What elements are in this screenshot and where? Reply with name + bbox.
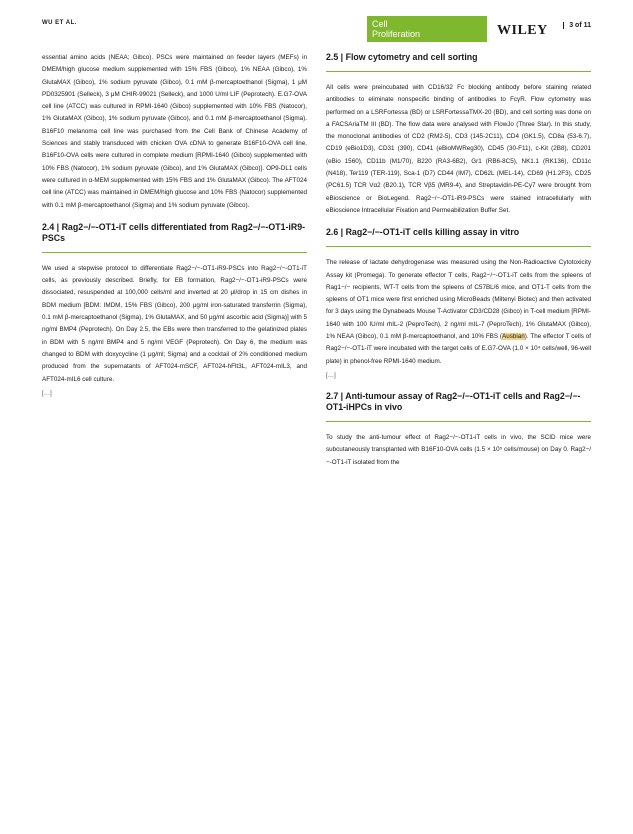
methods-paragraph: To study the anti-tumour effect of Rag2−/−-OT1-iT cells in vivo, the SCID mice were subcutaneously transplanted with B16F10-OVA cells (1.5 × 10⁵ cells/mouse) on Day 0. Rag2−/−-OT1-iT isolated from the: [326, 433, 591, 466]
right-column: [326, 52, 591, 479]
page-number: 3 of 11: [563, 22, 591, 29]
omission-marker: […]: [326, 371, 336, 379]
section-heading-2-5: 2.5 | Flow cytometry and cell sorting: [326, 52, 591, 72]
methods-paragraph: [42, 52, 307, 212]
text-run: The release of lactate dehydrogenase was measured using the Non-Radioactive Cytotoxicity Assay kit (Promega). To generate effector T cells, Rag2−/−-OT1-iT cells from the spleens of Rag1−/− recipients, WT-T cells from the spleens of C57BL/6 mice, and OT1-T cells from the spleens of OT1 mice were first enriched using MicroBeads (Miltenyi Biotec) and then activated for 3 days using the Dynabeads Mouse T-Activator CD3/CD28 (Gibco) in T-cell medium [RPMI-1640 with 100 IU/ml rhIL-2 (PeproTech), 2 ng/ml mIL-7 (PeproTech), 1% GlutaMAX (Gibco), 1% NEAA (Gibco), 0.1 mM β-mercaptoethanol, and 10% FBS (: [326, 259, 591, 341]
journal-name-line2: Proliferation: [372, 29, 421, 39]
omission-marker: […]: [42, 389, 52, 397]
publisher-logo: WILEY: [497, 23, 548, 38]
highlighted-term: Ausbian: [502, 333, 525, 341]
section-heading-2-4: 2.4 | Rag2−/−-OT1-iT cells differentiated from Rag2−/−-OT1-iR9-PSCs: [42, 222, 307, 253]
journal-logo: [367, 16, 487, 42]
page-header: [42, 16, 591, 48]
methods-paragraph: [326, 257, 591, 368]
left-column: [42, 52, 307, 409]
text-run: B16F10-OVA cells were cultured in complete medium [RPMI-1640 (Gibco) supplemented with 10% FBS (Natocor), 1% sodium pyruvate (Gibco), and 1% GlutaMAX (Gibco)]. OP9-DL1 cells were cultured in α-MEM supplemented with 15% FBS and 1% GlutaMAX (Gibco). The AFT024 cell line (ATCC) was maintained in DMEM/high glucose and 10% FBS (Natocor) supplemented with 0.1 mM β-mercaptoethanol (Sigma) and 1% sodium pyruvate (Gibco).: [42, 152, 307, 209]
methods-paragraph: [42, 263, 307, 386]
text-run: essential amino acids (NEAA; Gibco). PSCs were maintained on feeder layers (MEFs) in DMEM/high glucose medium supplemented with 15% FBS (Gibco), 1% NEAA (Gibco), 1% GlutaMAX (Gibco), 1% sodium pyruvate (Gibco), 0.1 mM β-mercaptoethanol (Sigma), 1 μM PD0325901 (Selleck), 3 μM CHIR-99021 (Selleck), and 1000 U/ml LIF (Peprotech). E.G7-OVA cell line (ATCC) was cultured in RPMI-1640 (Gibco) supplemented with 10% FBS (Natocor), 1% GlutaMAX (Gibco), 1% sodium pyruvate (Gibco), and 0.1 mM β-mercaptoethanol (Sigma). B16F10 melanoma cell line was purchased from the Cell Bank of Chinese Academy of Sciences and stably transduced with chicken OVA cDNA to generate B16F10-OVA cell line.: [42, 54, 307, 148]
section-heading-2-6: 2.6 | Rag2−/−-OT1-iT cells killing assay in vitro: [326, 227, 591, 247]
text-run: ). The effector T cells of Rag2−/−-OT1-iT were incubated with the target cells of E.G7-OVA (1.0 × 10⁴ cells/well, 96-well plate) in phenol-free RPMI-1640 medium.: [326, 333, 591, 365]
methods-paragraph: All cells were preincubated with CD16/32 Fc blocking antibody before staining related antibodies to eliminate nonspecific binding of antibodies to FcγR. Flow cytometry was performed on a LSRFortessa (BD) or LSRFortessaTMX-20 (BD), and cell sorting was done on a FACSAriaTM III (BD). The flow data were analysed with FlowJo (Three Star). In this study, the monoclonal antibodies of CD2 (RM2-5), CD3 (145-2C11), CD4 (GK1.5), CD8a (53-6.7), CD19 (eBio1D3), CD31 (390), CD41 (eBioMWReg30), CD45 (30-F11), c-Kit (2B8), CD201 (eBio 1560), CD11b (M1/70), B220 (RA3-6B2), Gr1 (RB6-8C5), NK1.1 (RK136), CD11c (N418), Ter119 (TER-119), Sca-1 (D7) CD44 (IM7), CD62L (MEL-14), CD69 (H1.2F3), CD25 (PC61.5) TCR Vα2 (B20.1), TCR Vβ5 (MR9-4), and Streptavidin-PE-Cy7 were brought from eBioscience or BioLegend. Rag2−/−-OT1-iR9-PSCs were stained intracellularly with eBioscience Intracellular Fixation and Permeabilization Buffer Set.: [326, 84, 591, 214]
journal-name-line1: Cell: [372, 19, 388, 29]
section-heading-2-7: 2.7 | Anti-tumour assay of Rag2−/−-OT1-iT cells and Rag2−/−-OT1-iHPCs in vivo: [326, 391, 591, 422]
text-run: Briefly, for EB formation, Rag2−/−-OT1-iR9-PSCs were dissociated, resuspended at 100,000 cells/ml and inverted at 20 μl/drop in 15 cm dishes in BDM medium [BDM: IMDM, 15% FBS (Gibco), 200 μg/ml iron-saturated transferrin (Sigma), 0.1 mM β-mercaptoethanol (Sigma), 1% GlutaMAX, and 50 μg/ml ascorbic acid (Sigma)] with 5 ng/ml BMP4 (Peprotech). On Day 2.5, the EBs were then transferred to the gelatinized plates in BDM with 5 ng/ml BMP4 and 5 ng/ml VEGF (Peprotech). On Day 6, the medium was changed to BDM with doxycycline (1 μg/ml; Sigma) and a cocktail of 2% conditioned medium produced from the supernatants of AFT024-mSCF, AFT024-hFlt3L, AFT024-mIL3, and AFT024-mIL6 cell culture.: [42, 277, 307, 383]
text-run: We used a stepwise protocol to differentiate Rag2−/−-OT1-iR9-PSCs into Rag2−/−-OT1-iT cells, as previously described.: [42, 264, 307, 285]
running-authors: WU ET AL.: [42, 20, 77, 26]
